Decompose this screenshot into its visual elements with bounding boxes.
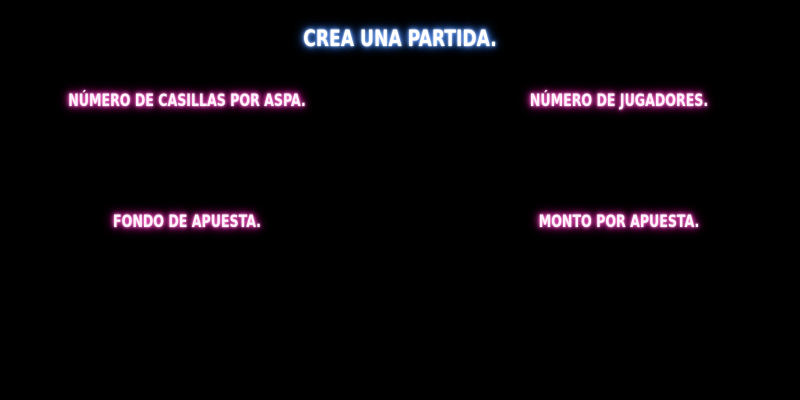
cells-per-arm-label: NÚMERO DE CASILLAS POR ASPA. (68, 91, 306, 111)
page-title: CREA UNA PARTIDA. (303, 27, 497, 52)
amount-per-bet-label: MONTO POR APUESTA. (538, 212, 700, 232)
number-of-players-label: NÚMERO DE JUGADORES. (529, 91, 709, 111)
bet-fund-label: FONDO DE APUESTA. (113, 212, 261, 232)
